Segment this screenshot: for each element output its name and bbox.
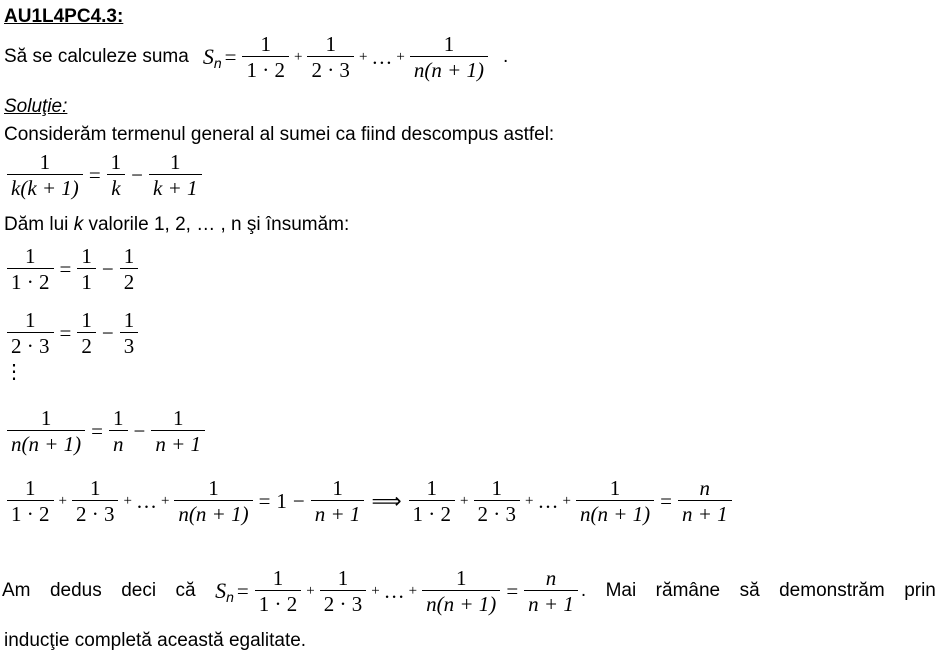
give-values-text: Dăm lui k valorile 1, 2, … , n şi însumăm: [4,214,350,235]
conclusion-line: Am dedus deci că S n = $\frac{1}{1 \cdot 2}$ + $\frac{1}{2 \cdot 3}$ + … + $\frac{1}{n(n + 1)}$ = $\frac{n}{n + 1}$ . Mai rămâne să demonstrăm prin [2,566,936,616]
term-k2: $\frac{1}{2 \cdot 3}$ = $\frac{1}{2}$ − $\frac{1}{3}$ [4,308,141,358]
equals: = [224,44,237,69]
fraction: $\frac{1}{2 \cdot 3}$ [307,32,354,82]
sum-subscript: n [213,55,222,71]
term-k1: $\frac{1}{1 \cdot 2}$ = $\frac{1}{1}$ − $\frac{1}{2}$ [4,244,141,294]
term-kn: $\frac{1}{n(n + 1)}$ = $\frac{1}{n}$ − $\frac{1}{n + 1}$ [4,406,208,456]
intro-text: Să se calculeze suma [4,46,189,67]
solution-label: Soluţie: [4,96,68,117]
summation-equation: $\frac{1}{1 \cdot 2}$ + $\frac{1}{2 \cdot 3}$ + … + $\frac{1}{n(n + 1)}$ = 1 − $\frac{1}{n + 1}$ ⟹ $\frac{1}{1 \cdot 2}$ + $\frac{1}{2 \cdot 3}$ + … + $\frac{1}{n(n + 1)}$ = $\frac{n}{n + 1}$ [4,476,735,526]
conclusion-line-2: inducţie completă această egalitate. [4,630,307,651]
implies-arrow: ⟹ [371,489,402,513]
intro-period: . [503,46,509,67]
vertical-ellipsis: ⋮ [4,361,24,383]
consider-text: Considerăm termenul general al sumei ca fiind descompus astfel: [4,124,555,145]
conclusion-formula: S n = $\frac{1}{1 \cdot 2}$ + $\frac{1}{2 \cdot 3}$ + … + $\frac{1}{n(n + 1)}$ = $\frac{n}{n + 1}$ . [215,566,587,616]
fraction: $\frac{1}{n(n + 1)}$ [410,32,488,82]
general-term-equation: $\frac{1}{k(k + 1)}$ = $\frac{1}{k}$ − $\frac{1}{k + 1}$ [4,150,205,200]
problem-statement: Să se calculeze suma S n = $\frac{1}{1 \cdot 2}$ + $\frac{1}{2 \cdot 3}$ + … + $\frac{1}{n(n + 1)}$ . [4,32,509,82]
sum-symbol: S [202,44,214,69]
fraction: $\frac{1}{1 \cdot 2}$ [242,32,289,82]
problem-heading: AU1L4PC4.3: [4,6,124,27]
